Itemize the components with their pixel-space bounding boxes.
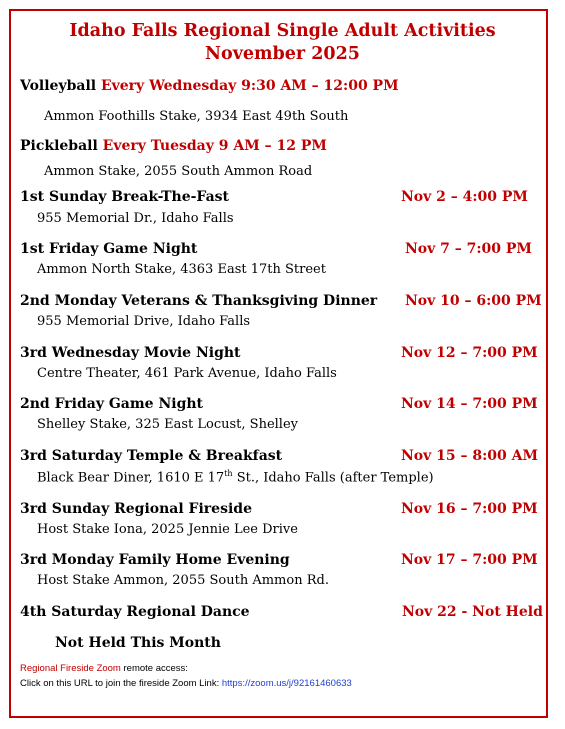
event-address: Host Stake Ammon, 2055 South Ammon Rd. (37, 573, 329, 588)
event-address: Centre Theater, 461 Park Avenue, Idaho Falls (37, 366, 337, 381)
event-date: Nov 22 - Not Held (402, 604, 543, 620)
event-name: 3rd Sunday Regional Fireside (20, 501, 252, 517)
event-name: 2nd Friday Game Night (20, 396, 204, 412)
weekly-item-volleyball (20, 78, 399, 94)
weekly-address: Ammon Foothills Stake, 3934 East 49th South (44, 109, 349, 124)
event-address: Black Bear Diner, 1610 E 17th St., Idaho Falls (after Temple) (37, 469, 434, 486)
event-date: Nov 14 – 7:00 PM (401, 396, 538, 412)
event-name: 3rd Wednesday Movie Night (20, 345, 241, 361)
zoom-link-text: Click on this URL to join the fireside Zoom Link: (20, 678, 222, 689)
event-address: 955 Memorial Drive, Idaho Falls (37, 314, 251, 329)
event-date: Nov 2 – 4:00 PM (401, 189, 528, 205)
event-date: Nov 10 – 6:00 PM (405, 293, 542, 309)
weekly-schedule: Every Tuesday 9 AM – 12 PM (102, 138, 327, 154)
zoom-access-line (20, 663, 188, 674)
zoom-link-line (20, 678, 352, 689)
event-address: Shelley Stake, 325 East Locust, Shelley (37, 417, 298, 432)
weekly-schedule: Every Wednesday 9:30 AM – 12:00 PM (100, 78, 399, 94)
event-date: Nov 15 – 8:00 AM (401, 448, 538, 464)
event-address: Host Stake Iona, 2025 Jennie Lee Drive (37, 522, 298, 537)
event-date: Nov 12 – 7:00 PM (401, 345, 538, 361)
event-name: 3rd Monday Family Home Evening (20, 552, 290, 568)
weekly-address: Ammon Stake, 2055 South Ammon Road (44, 164, 313, 179)
event-name: 4th Saturday Regional Dance (20, 604, 250, 620)
page-title: Idaho Falls Regional Single Adult Activities (69, 21, 496, 41)
zoom-label: Regional Fireside Zoom (20, 663, 121, 674)
event-address: 955 Memorial Dr., Idaho Falls (37, 211, 234, 226)
event-date: Nov 17 – 7:00 PM (401, 552, 538, 568)
event-date: Nov 16 – 7:00 PM (401, 501, 538, 517)
event-name: 1st Sunday Break-The-Fast (20, 189, 230, 205)
event-name: 1st Friday Game Night (20, 241, 198, 257)
event-date: Nov 7 – 7:00 PM (405, 241, 532, 257)
event-name: 2nd Monday Veterans & Thanksgiving Dinner (20, 293, 378, 309)
zoom-suffix: remote access: (120, 663, 188, 674)
event-name: 3rd Saturday Temple & Breakfast (20, 448, 283, 464)
page-subtitle: November 2025 (205, 44, 360, 64)
event-address: Ammon North Stake, 4363 East 17th Street (37, 262, 326, 277)
not-held-note: Not Held This Month (55, 635, 221, 651)
zoom-link[interactable]: https://zoom.us/j/92161460633 (221, 678, 352, 689)
weekly-item-pickleball (20, 138, 327, 154)
weekly-name: Volleyball (20, 78, 97, 94)
weekly-name: Pickleball (20, 138, 98, 154)
